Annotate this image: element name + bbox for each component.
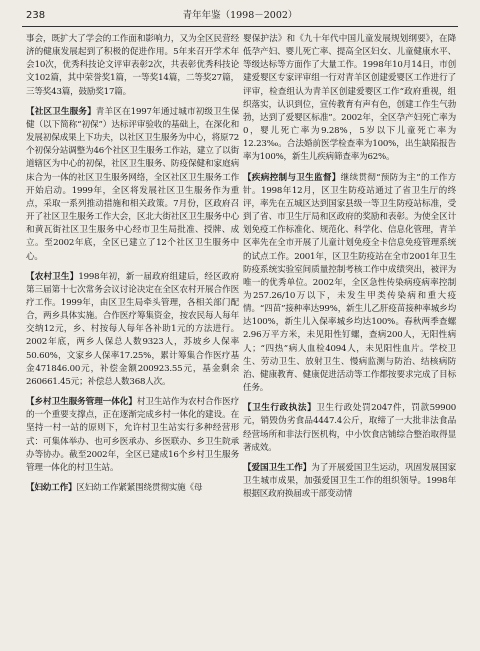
paragraph: [26, 106, 239, 264]
running-title: 青年年鉴（1998－2002）: [182, 10, 298, 21]
section-heading: 【疾病控制与卫生监督】: [243, 172, 341, 183]
paragraph: [243, 462, 456, 501]
paragraph-text: 继续贯彻“预防为主”的工作方针。1998年12月，区卫生防疫站通过了省卫生厅的终评，率先在五城区达到国家县级一等卫生防疫站标准，受到了省、市卫生厅局和区政府的奖励和表彰。为使全区计划免疫工作标准化、规范化、科学化、信息化管理，青羊区率先在全市开展了儿童计划免疫全卡信息免疫管理系统的试点工作。2001年，区卫生防疫站在全市2001年卫生防疫系统实验室间质量控制考核工作中成绩突出，被评为唯一的优秀单位。2002年，全区急性传染病疫病率控制为257.26/10万以下，未发生甲类传染病和重大疫情。“四苗”接种率达99%，新生儿乙肝疫苗接种率城乡均达100%，新生儿入保率城乡均达100%。春秋两季查螺2.96万平方米，未见阳性钉螺，查病200人，无阳性病人；“四热”病人血检4094人，未见阳性血片。学校卫生、劳动卫生、放射卫生、慢病监测与防治、结核病防治、健康教育、健康促进活动等工作都按要求完成了目标任务。: [243, 172, 456, 394]
section-heading: 【卫生行政执法】: [243, 403, 317, 414]
paragraph-text: 婴保护法》和《九十年代中国儿童发展规划纲要》，在降低孕产妇、婴儿死亡率、提高全区妇女、儿童健康水平、等级达标等方面作了大量工作。1998年10月14日，市创建爱婴区专家评审组一行对青羊区创建爱婴区工作进行了评审，检查组认为青羊区创建爱婴区工作“政府重视，组织落实，认识到位，宣传教育有声有色，创建工作生气勃勃，达到了爱婴区标准”。2002年，全区孕产妇死亡率为0，婴儿死亡率为9.28%，5岁以下儿童死亡率为12.23‰。合法婚前医学检查率为100%，出生缺陷报告率为100%，新生儿疾病筛查率为62%。: [243, 34, 456, 163]
section-heading: 【妇幼工作】: [26, 483, 77, 493]
running-header: [26, 8, 454, 23]
paragraph-text: 村卫生站作为农村合作医疗的一个重要支撑点，正在逐渐完成乡村一体化的建设。在坚持一村一站的原则下，允许村卫生站实行多种经营形式：可集体举办、也可乡医承办、乡医联办、乡卫生院承办等协办。截至2002年，全区已建成16个乡村卫生服务管理一体化的村卫生站。: [26, 397, 239, 473]
paragraph-text: 1998年初，新一届政府组建后，经区政府第三届第十七次常务会议讨论决定在全区农村开展合作医疗工作。1999年，由区卫生局牵头管理，各相关部门配合，两乡具体实施。合作医疗筹集资金，按农民每人每年交纳12元，乡、村按每人每年各补助1元的方法进行。2002年底，两乡人保总人数9323人，苏坡乡人保率50.60%，文家乡人保率17.25%，累计筹集合作医疗基金471846.00元，补偿金额200923.55元，基金剩余260661.45元；补偿总人数368人次。: [26, 271, 239, 387]
paragraph: [26, 482, 239, 495]
paragraph: [243, 402, 456, 455]
section-heading: 【乡村卫生服务管理一体化】: [26, 397, 137, 408]
paragraph-text: 卫生行政处罚2047件，罚款59900元，销毁伪劣食品4447.4公斤，取缔了一大批非法食品经营场所和非法行医机构，中小饮食店铺综合整治取得显著成效。: [243, 403, 456, 453]
section-heading: 【爱国卫生工作】: [243, 462, 312, 473]
left-column: [26, 33, 239, 495]
paragraph-text: 青羊区在1997年通过城市初级卫生保健（以下简称“初保”）达标评审验收的基础上，在深化和发展初保成果上下功夫，以社区卫生服务为中心，将原72个初保分站调整为46个社区卫生服务工作站，建立了以街道辖区为中心的初保，社区卫生服务、防疫保健和家庭病床合为一体的社区卫生服务网络，全区社区卫生服务工作开始启动。1999年，全区将发展社区卫生服务作为重点，采取一系列推动措施和相关政策。7月份，区政府召开了社区卫生服务工作大会，区北大街社区卫生服务中心和黄瓦街社区卫生服务中心经市卫生局批准、授牌、成立。至2002年底，全区已建立了12个社区卫生服务中心。: [26, 106, 239, 262]
paragraph-text: 区妇幼工作紧紧围绕贯彻实施《母: [76, 483, 203, 493]
section-heading: 【社区卫生服务】: [26, 106, 96, 117]
section-heading: 【农村卫生】: [26, 271, 79, 282]
header-rule: [22, 26, 458, 27]
paragraph-text: 事会，既扩大了学会的工作面和影响力，又为全区民营经济的健康发展起到了积极的促进作用。5年来召开学术年会10次，优秀科技论文评审表彰2次，共表彰优秀科技论文102篇，其中荣誉奖1篇，一等奖14篇，二等奖27篇，三等奖43篇，鼓励奖17篇。: [26, 34, 239, 97]
paragraph: [243, 172, 456, 396]
paragraph: [26, 33, 239, 99]
right-column: [243, 33, 456, 501]
paragraph: [243, 33, 456, 165]
page-number: 238: [26, 10, 46, 21]
paragraph-text: 为了开展爱国卫生运动，巩固发展国家卫生城市成果，加强爱国卫生工作的组织领导。1998年根据区政府换届或干部变动情: [243, 462, 456, 500]
paragraph: [26, 396, 239, 475]
paragraph: [26, 271, 239, 389]
